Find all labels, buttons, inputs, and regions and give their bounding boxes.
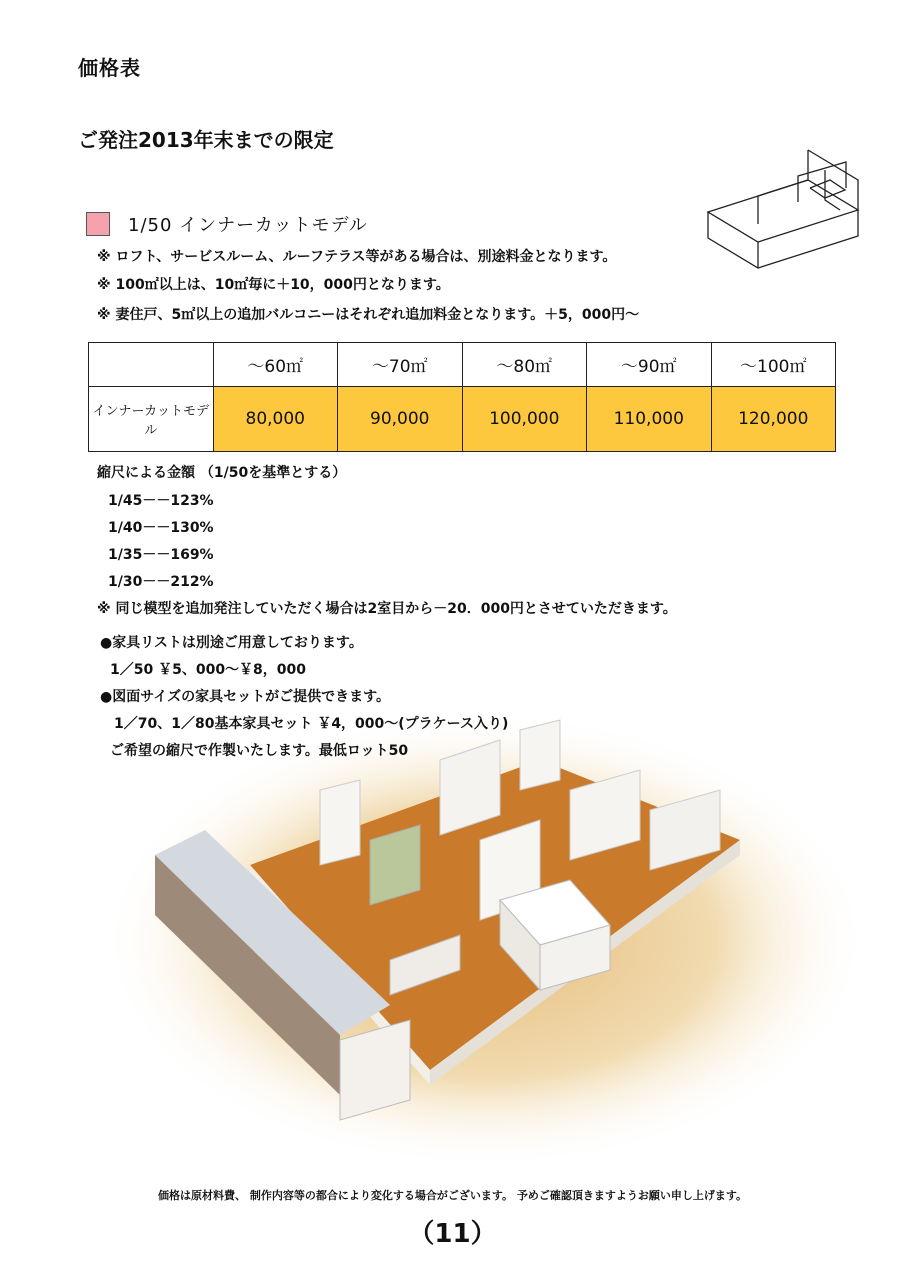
scale-item: 1/35－－169% bbox=[108, 547, 214, 563]
wireframe-model-icon bbox=[700, 140, 870, 270]
page-title: 価格表 bbox=[78, 56, 141, 80]
price-70: 90,000 bbox=[338, 387, 463, 452]
furniture-price: 1／50 ￥5、000～￥8，000 bbox=[110, 662, 307, 678]
row-label: インナーカットモデル bbox=[89, 387, 214, 452]
price-table bbox=[88, 342, 836, 452]
scale-note: ※ 同じ模型を追加発注していただく場合は2室目から－20．000円とさせていただきます。 bbox=[97, 601, 677, 617]
price-80: 100,000 bbox=[462, 387, 587, 452]
table-corner-cell bbox=[89, 343, 214, 387]
note-loft: ※ ロフト、サービスルーム、ルーフテラス等がある場合は、別途料金となります。 bbox=[97, 249, 617, 265]
price-90: 110,000 bbox=[587, 387, 712, 452]
header-70: ～70㎡ bbox=[338, 343, 463, 387]
footer-disclaimer: 価格は原材料費、 制作内容等の都合により変化する場合がございます。 予めご確認頂きますようお願い申し上げます。 bbox=[158, 1189, 747, 1202]
header-100: ～100㎡ bbox=[711, 343, 836, 387]
header-90: ～90㎡ bbox=[587, 343, 712, 387]
price-60: 80,000 bbox=[213, 387, 338, 452]
page-number: （11） bbox=[408, 1219, 497, 1249]
furniture-set-note: ●図面サイズの家具セットがご提供できます。 bbox=[100, 689, 390, 705]
model-color-swatch bbox=[86, 212, 110, 236]
price-100: 120,000 bbox=[711, 387, 836, 452]
furniture-list-note: ●家具リストは別途ご用意しております。 bbox=[100, 635, 363, 651]
scale-item: 1/30－－212% bbox=[108, 574, 214, 590]
model-label: 1/50 インナーカットモデル bbox=[128, 215, 368, 236]
note-balcony: ※ 妻住戸、5㎡以上の追加バルコニーはそれぞれ追加料金となります。＋5，000円～ bbox=[97, 307, 640, 323]
furniture-min-lot: ご希望の縮尺で作製いたします。最低ロット50 bbox=[110, 743, 409, 759]
scale-item: 1/40－－130% bbox=[108, 520, 214, 536]
table-row bbox=[89, 387, 836, 452]
scale-heading: 縮尺による金額 （1/50を基準とする） bbox=[97, 465, 347, 481]
note-area: ※ 100㎡以上は、10㎡毎に＋10，000円となります。 bbox=[97, 277, 450, 293]
scale-item: 1/45－－123% bbox=[108, 493, 214, 509]
promo-subtitle: ご発注2013年末までの限定 bbox=[78, 128, 334, 152]
header-80: ～80㎡ bbox=[462, 343, 587, 387]
header-60: ～60㎡ bbox=[213, 343, 338, 387]
furniture-set-price: 1／70、1／80基本家具セット ￥4，000～(プラケース入り) bbox=[114, 716, 509, 732]
table-header-row bbox=[89, 343, 836, 387]
